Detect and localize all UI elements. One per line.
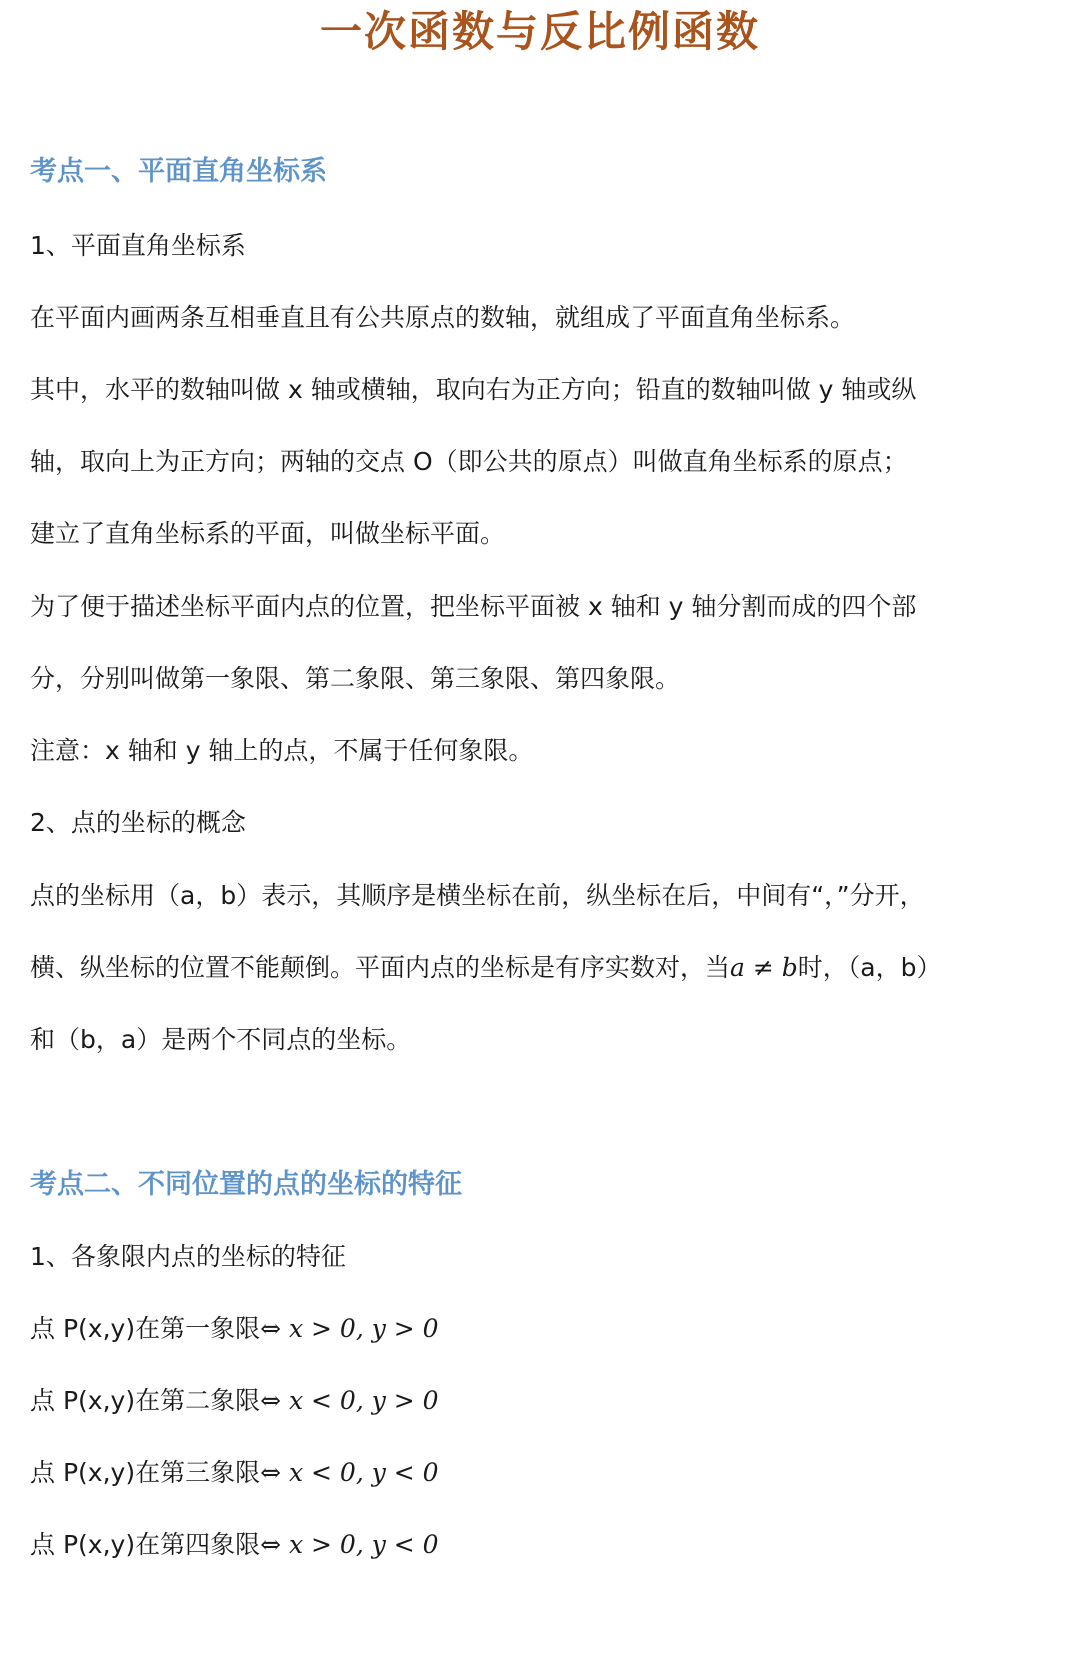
document-title: 一次函数与反比例函数	[319, 7, 760, 56]
quadrant-rule-2	[30, 1381, 1040, 1421]
paragraph-line: 在平面内画两条互相垂直且有公共原点的数轴，就组成了平面直角坐标系。	[30, 303, 856, 332]
rule-condition: ⇔ x < 0, y < 0	[260, 1458, 439, 1487]
rule-prefix: 点 P(x,y)在第四象限	[30, 1530, 261, 1559]
paragraph-line: 为了便于描述坐标平面内点的位置，把坐标平面被 x 轴和 y 轴分割而成的四个部	[30, 592, 917, 621]
section-heading-1: 考点一、平面直角坐标系	[30, 156, 327, 187]
rule-condition: ⇔ x > 0, y < 0	[260, 1530, 439, 1559]
text-span: 横、纵坐标的位置不能颠倒。平面内点的坐标是有序实数对，当	[30, 953, 731, 982]
subsection-heading-quadrant-features: 1、各象限内点的坐标的特征	[30, 1242, 346, 1271]
rule-condition: ⇔ x < 0, y > 0	[260, 1386, 439, 1415]
paragraph-line: 和（b，a）是两个不同点的坐标。	[30, 1025, 412, 1054]
paragraph-line: 轴，取向上为正方向；两轴的交点 O（即公共的原点）叫做直角坐标系的原点；	[30, 447, 908, 476]
text-span: 时，（a，b）	[797, 953, 942, 982]
note-line: 注意：x 轴和 y 轴上的点，不属于任何象限。	[30, 736, 534, 765]
rule-prefix: 点 P(x,y)在第二象限	[30, 1386, 261, 1415]
subsection-heading-coordinate-system: 1、平面直角坐标系	[30, 231, 246, 260]
paragraph-line: 其中，水平的数轴叫做 x 轴或横轴，取向右为正方向；铅直的数轴叫做 y 轴或纵	[30, 375, 917, 404]
inequality-expression: a ≠ b	[730, 953, 798, 982]
paragraph-line: 分，分别叫做第一象限、第二象限、第三象限、第四象限。	[30, 664, 681, 693]
rule-prefix: 点 P(x,y)在第一象限	[30, 1314, 261, 1343]
subsection-heading-point-coordinates: 2、点的坐标的概念	[30, 808, 246, 837]
paragraph-line-with-math	[30, 948, 1040, 988]
quadrant-rule-1	[30, 1309, 1040, 1349]
quadrant-rule-3	[30, 1453, 1040, 1493]
paragraph-line: 点的坐标用（a，b）表示，其顺序是横坐标在前，纵坐标在后，中间有“，”分开，	[30, 881, 925, 910]
rule-condition: ⇔ x > 0, y > 0	[260, 1314, 439, 1343]
paragraph-line: 建立了直角坐标系的平面，叫做坐标平面。	[30, 519, 506, 548]
quadrant-rule-4	[30, 1525, 1040, 1565]
section-heading-2: 考点二、不同位置的点的坐标的特征	[30, 1169, 462, 1200]
rule-prefix: 点 P(x,y)在第三象限	[30, 1458, 261, 1487]
